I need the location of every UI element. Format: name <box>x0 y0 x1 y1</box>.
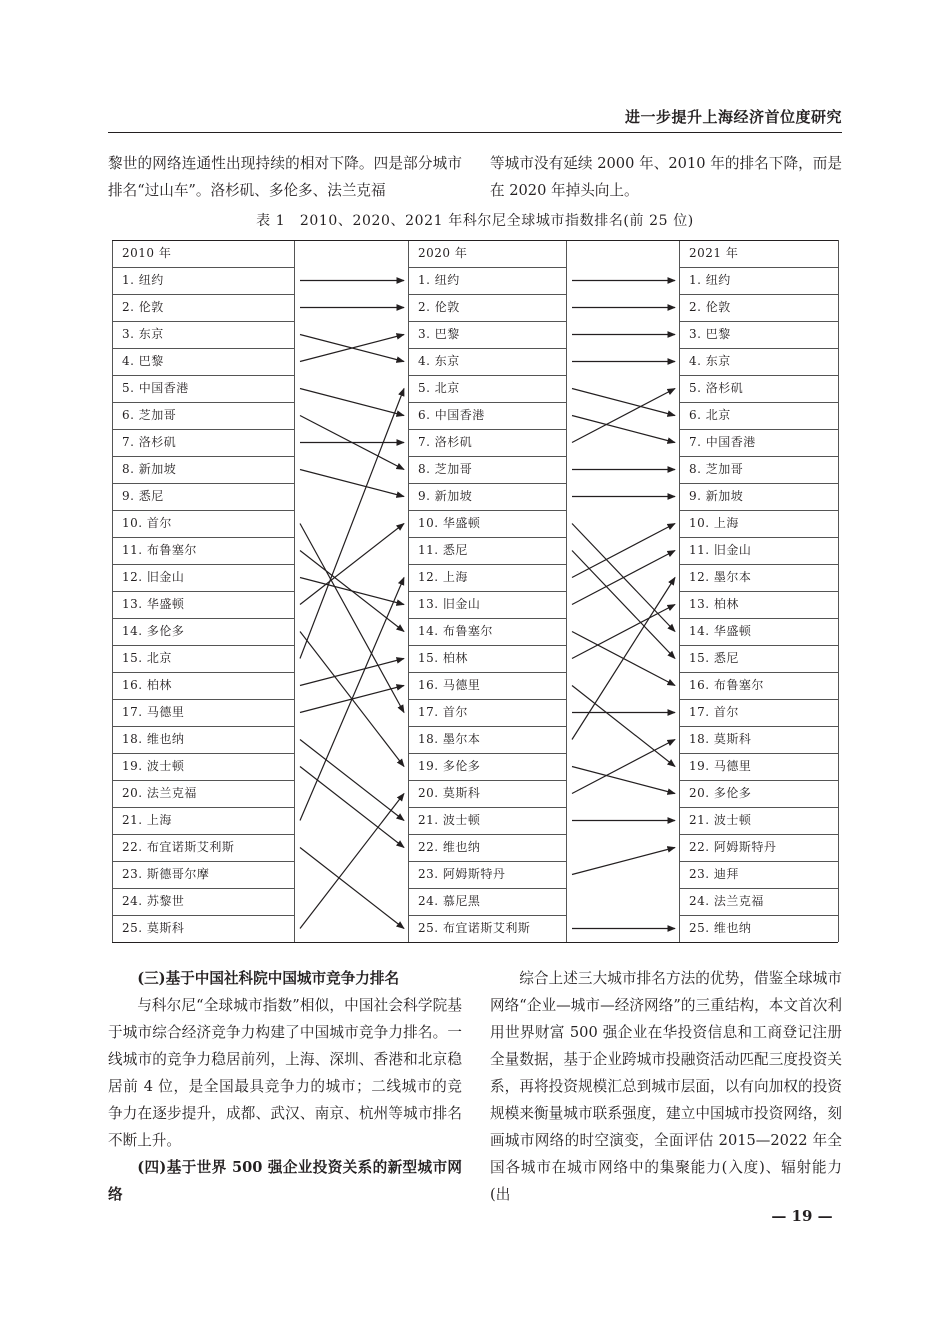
rank-cell-2020: 8. 芝加哥 <box>418 462 473 476</box>
column-border <box>838 240 839 942</box>
rank-cell-2021: 21. 波士顿 <box>689 813 752 827</box>
row-divider <box>679 672 838 673</box>
table-header-2020: 2020 年 <box>418 246 468 260</box>
row-divider <box>679 429 838 430</box>
rank-change-arrow-2020-2021 <box>572 389 675 443</box>
table-header-2021: 2021 年 <box>689 246 739 260</box>
row-divider <box>112 861 294 862</box>
rank-change-arrow-2020-2021 <box>572 578 675 740</box>
rank-cell-2010: 3. 东京 <box>122 327 164 341</box>
header-rule <box>108 132 842 133</box>
rank-change-arrow-2010-2020 <box>300 389 404 416</box>
rank-cell-2021: 24. 法兰克福 <box>689 894 764 908</box>
rank-cell-2010: 13. 华盛顿 <box>122 597 185 611</box>
row-divider <box>679 699 838 700</box>
rank-change-arrow-2010-2020 <box>300 524 404 713</box>
row-divider <box>679 645 838 646</box>
rank-change-arrow-2020-2021 <box>572 605 675 659</box>
rank-cell-2020: 7. 洛杉矶 <box>418 435 473 449</box>
rank-cell-2020: 12. 上海 <box>418 570 468 584</box>
rank-change-arrow-2020-2021 <box>572 767 675 794</box>
row-divider <box>679 294 838 295</box>
rank-change-arrow-2020-2021 <box>572 551 675 605</box>
rank-cell-2021: 11. 旧金山 <box>689 543 752 557</box>
row-divider <box>408 834 566 835</box>
column-border <box>294 240 295 942</box>
row-divider <box>679 888 838 889</box>
row-divider <box>112 645 294 646</box>
rank-cell-2020: 17. 首尔 <box>418 705 468 719</box>
intro-paragraph-right: 等城市没有延续 2000 年、2010 年的排名下降，而是在 2020 年掉头向上。 <box>490 155 842 199</box>
rank-cell-2010: 22. 布宜诺斯艾利斯 <box>122 840 235 854</box>
rank-change-arrow-2020-2021 <box>572 632 675 686</box>
intro-paragraph-left: 黎世的网络连通性出现持续的相对下降。四是部分城市排名“过山车”。洛杉矶、多伦多、法兰克福 <box>108 155 462 199</box>
row-divider <box>408 672 566 673</box>
row-divider <box>679 483 838 484</box>
rank-cell-2021: 15. 悉尼 <box>689 651 739 665</box>
row-divider <box>112 807 294 808</box>
rank-cell-2010: 7. 洛杉矶 <box>122 435 177 449</box>
rank-cell-2010: 5. 中国香港 <box>122 381 189 395</box>
row-divider <box>112 510 294 511</box>
rank-cell-2021: 22. 阿姆斯特丹 <box>689 840 777 854</box>
rank-change-arrow-2020-2021 <box>572 524 675 632</box>
rank-cell-2010: 4. 巴黎 <box>122 354 164 368</box>
rank-cell-2021: 19. 马德里 <box>689 759 752 773</box>
rank-change-arrow-2020-2021 <box>572 686 675 767</box>
rank-change-arrow-2020-2021 <box>572 848 675 875</box>
rank-change-arrow-2010-2020 <box>300 335 404 362</box>
row-divider <box>112 672 294 673</box>
rank-cell-2021: 1. 纽约 <box>689 273 731 287</box>
row-divider <box>408 591 566 592</box>
row-divider <box>408 456 566 457</box>
row-divider <box>408 645 566 646</box>
rank-cell-2021: 2. 伦敦 <box>689 300 731 314</box>
row-divider <box>679 348 838 349</box>
row-divider <box>679 915 838 916</box>
rank-change-arrow-2020-2021 <box>572 740 675 794</box>
row-divider <box>112 267 294 268</box>
row-divider <box>408 915 566 916</box>
row-divider <box>408 321 566 322</box>
row-divider <box>408 807 566 808</box>
row-divider <box>679 456 838 457</box>
rank-change-arrow-2010-2020 <box>300 551 404 632</box>
rank-cell-2020: 4. 东京 <box>418 354 460 368</box>
rank-change-arrow-2010-2020 <box>300 524 404 605</box>
table-header-2010: 2010 年 <box>122 246 172 260</box>
rank-change-arrow-2010-2020 <box>300 335 404 362</box>
row-divider <box>408 294 566 295</box>
row-divider <box>408 861 566 862</box>
rank-cell-2020: 2. 伦敦 <box>418 300 460 314</box>
rank-cell-2020: 16. 马德里 <box>418 678 481 692</box>
rank-change-arrow-2010-2020 <box>300 767 404 848</box>
rank-cell-2021: 7. 中国香港 <box>689 435 756 449</box>
rank-cell-2020: 25. 布宜诺斯艾利斯 <box>418 921 531 935</box>
row-divider <box>112 699 294 700</box>
rank-change-arrow-2020-2021 <box>572 524 675 578</box>
section-paragraph-right: 综合上述三大城市排名方法的优势，借鉴全球城市网络“企业—城市—经济网络”的三重结构，本文首次利用世界财富 500 强企业在华投资信息和工商登记注册全量数据，基于企业跨城市投融资活动匹配三度投资关系，再将投资规模汇总到城市层面，以有向加权的投资规模来衡量城市联系强度，建立中国城市投资网络，刻画城市网络的时空演变，全面评估 2015—2022 年全国各城市在城市网络中的集聚能力(入度)、辐射能力(出 <box>490 970 842 1203</box>
rank-cell-2021: 3. 巴黎 <box>689 327 731 341</box>
row-divider <box>679 537 838 538</box>
row-divider <box>679 267 838 268</box>
rank-cell-2021: 25. 维也纳 <box>689 921 752 935</box>
rank-cell-2010: 6. 芝加哥 <box>122 408 177 422</box>
row-divider <box>408 753 566 754</box>
rank-cell-2010: 10. 首尔 <box>122 516 172 530</box>
rank-cell-2021: 4. 东京 <box>689 354 731 368</box>
rank-change-arrow-2010-2020 <box>300 389 404 659</box>
column-border <box>112 240 113 942</box>
rank-cell-2010: 11. 布鲁塞尔 <box>122 543 197 557</box>
rank-change-arrow-2010-2020 <box>300 794 404 929</box>
row-divider <box>408 510 566 511</box>
rank-cell-2021: 6. 北京 <box>689 408 731 422</box>
rank-cell-2020: 5. 北京 <box>418 381 460 395</box>
row-divider <box>408 888 566 889</box>
rank-cell-2021: 13. 柏林 <box>689 597 739 611</box>
row-divider <box>112 564 294 565</box>
rank-change-arrow-2010-2020 <box>300 632 404 767</box>
rank-change-arrow-2020-2021 <box>572 389 675 416</box>
row-divider <box>408 429 566 430</box>
row-divider <box>408 618 566 619</box>
row-divider <box>112 888 294 889</box>
rank-change-arrow-2010-2020 <box>300 578 404 605</box>
rank-change-arrow-2010-2020 <box>300 416 404 470</box>
row-divider <box>679 753 838 754</box>
row-divider <box>408 564 566 565</box>
rank-cell-2020: 22. 维也纳 <box>418 840 481 854</box>
row-divider <box>408 699 566 700</box>
column-border <box>566 240 567 942</box>
row-divider <box>679 510 838 511</box>
row-divider <box>408 402 566 403</box>
table-caption: 表 1 2010、2020、2021 年科尔尼全球城市指数排名(前 25 位) <box>256 213 694 229</box>
row-divider <box>112 915 294 916</box>
section-paragraph-3: 与科尔尼“全球城市指数”相似，中国社会科学院基于城市综合经济竞争力构建了中国城市竞争力排名。一线城市的竞争力稳居前列，上海、深圳、香港和北京稳居前 4 位，是全国最具竞争力的城市；二线城市的竞争力在逐步提升，成都、武汉、南京、杭州等城市排名不断上升。 <box>108 997 462 1149</box>
rank-cell-2020: 20. 莫斯科 <box>418 786 481 800</box>
rank-change-arrow-2020-2021 <box>572 416 675 443</box>
column-border <box>679 240 680 942</box>
rank-cell-2021: 20. 多伦多 <box>689 786 752 800</box>
section-heading-4: (四)基于世界 500 强企业投资关系的新型城市网络 <box>108 1159 462 1203</box>
row-divider <box>112 348 294 349</box>
rank-cell-2021: 16. 布鲁塞尔 <box>689 678 764 692</box>
row-divider <box>112 483 294 484</box>
rank-change-arrow-2010-2020 <box>300 740 404 821</box>
row-divider <box>112 618 294 619</box>
row-divider <box>112 591 294 592</box>
row-divider <box>408 726 566 727</box>
rank-cell-2010: 19. 波士顿 <box>122 759 185 773</box>
row-divider <box>679 402 838 403</box>
rank-change-arrow-2020-2021 <box>572 551 675 659</box>
rank-cell-2020: 18. 墨尔本 <box>418 732 481 746</box>
rank-cell-2010: 21. 上海 <box>122 813 172 827</box>
row-divider <box>112 294 294 295</box>
section-heading-3: (三)基于中国社科院中国城市竞争力排名 <box>137 970 400 987</box>
rank-cell-2010: 9. 悉尼 <box>122 489 164 503</box>
rank-cell-2020: 9. 新加坡 <box>418 489 473 503</box>
ranking-table <box>112 240 838 945</box>
row-divider <box>112 726 294 727</box>
row-divider <box>408 375 566 376</box>
rank-cell-2020: 15. 柏林 <box>418 651 468 665</box>
rank-cell-2020: 3. 巴黎 <box>418 327 460 341</box>
rank-cell-2020: 14. 布鲁塞尔 <box>418 624 493 638</box>
row-divider <box>679 618 838 619</box>
row-divider <box>408 267 566 268</box>
rank-cell-2021: 5. 洛杉矶 <box>689 381 744 395</box>
rank-cell-2010: 24. 苏黎世 <box>122 894 185 908</box>
rank-cell-2021: 8. 芝加哥 <box>689 462 744 476</box>
row-divider <box>679 591 838 592</box>
rank-change-arrow-2010-2020 <box>300 470 404 497</box>
rank-cell-2010: 23. 斯德哥尔摩 <box>122 867 210 881</box>
rank-cell-2010: 20. 法兰克福 <box>122 786 197 800</box>
row-divider <box>112 321 294 322</box>
row-divider <box>112 834 294 835</box>
rank-cell-2021: 17. 首尔 <box>689 705 739 719</box>
running-header-title: 进一步提升上海经济首位度研究 <box>624 108 842 126</box>
row-divider <box>408 780 566 781</box>
rank-change-arrow-2010-2020 <box>300 659 404 686</box>
rank-cell-2020: 11. 悉尼 <box>418 543 468 557</box>
rank-cell-2020: 23. 阿姆斯特丹 <box>418 867 506 881</box>
rank-cell-2020: 21. 波士顿 <box>418 813 481 827</box>
rank-cell-2010: 1. 纽约 <box>122 273 164 287</box>
row-divider <box>112 375 294 376</box>
table-top-rule <box>112 240 838 241</box>
table-bottom-rule <box>112 942 838 943</box>
rank-cell-2020: 10. 华盛顿 <box>418 516 481 530</box>
row-divider <box>112 402 294 403</box>
rank-cell-2010: 25. 莫斯科 <box>122 921 185 935</box>
row-divider <box>679 807 838 808</box>
row-divider <box>679 726 838 727</box>
row-divider <box>679 321 838 322</box>
rank-change-arrow-2010-2020 <box>300 848 404 929</box>
rank-cell-2021: 18. 莫斯科 <box>689 732 752 746</box>
rank-cell-2010: 18. 维也纳 <box>122 732 185 746</box>
rank-cell-2021: 23. 迪拜 <box>689 867 739 881</box>
rank-cell-2021: 14. 华盛顿 <box>689 624 752 638</box>
row-divider <box>408 483 566 484</box>
row-divider <box>112 780 294 781</box>
page-number: — 19 — <box>771 1207 833 1225</box>
rank-cell-2010: 8. 新加坡 <box>122 462 177 476</box>
row-divider <box>408 348 566 349</box>
rank-cell-2010: 16. 柏林 <box>122 678 172 692</box>
rank-cell-2010: 2. 伦敦 <box>122 300 164 314</box>
rank-cell-2020: 1. 纽约 <box>418 273 460 287</box>
rank-cell-2021: 9. 新加坡 <box>689 489 744 503</box>
rank-cell-2021: 12. 墨尔本 <box>689 570 752 584</box>
rank-change-arrow-2010-2020 <box>300 686 404 713</box>
rank-change-arrow-2010-2020 <box>300 578 404 821</box>
row-divider <box>679 375 838 376</box>
rank-cell-2020: 19. 多伦多 <box>418 759 481 773</box>
rank-cell-2010: 12. 旧金山 <box>122 570 185 584</box>
row-divider <box>112 456 294 457</box>
row-divider <box>112 429 294 430</box>
rank-cell-2010: 17. 马德里 <box>122 705 185 719</box>
rank-cell-2020: 24. 慕尼黑 <box>418 894 481 908</box>
row-divider <box>679 861 838 862</box>
rank-cell-2020: 13. 旧金山 <box>418 597 481 611</box>
row-divider <box>112 537 294 538</box>
row-divider <box>679 564 838 565</box>
row-divider <box>679 780 838 781</box>
row-divider <box>679 834 838 835</box>
rank-cell-2010: 14. 多伦多 <box>122 624 185 638</box>
column-border <box>408 240 409 942</box>
row-divider <box>112 753 294 754</box>
rank-cell-2021: 10. 上海 <box>689 516 739 530</box>
rank-cell-2020: 6. 中国香港 <box>418 408 485 422</box>
row-divider <box>408 537 566 538</box>
rank-cell-2010: 15. 北京 <box>122 651 172 665</box>
